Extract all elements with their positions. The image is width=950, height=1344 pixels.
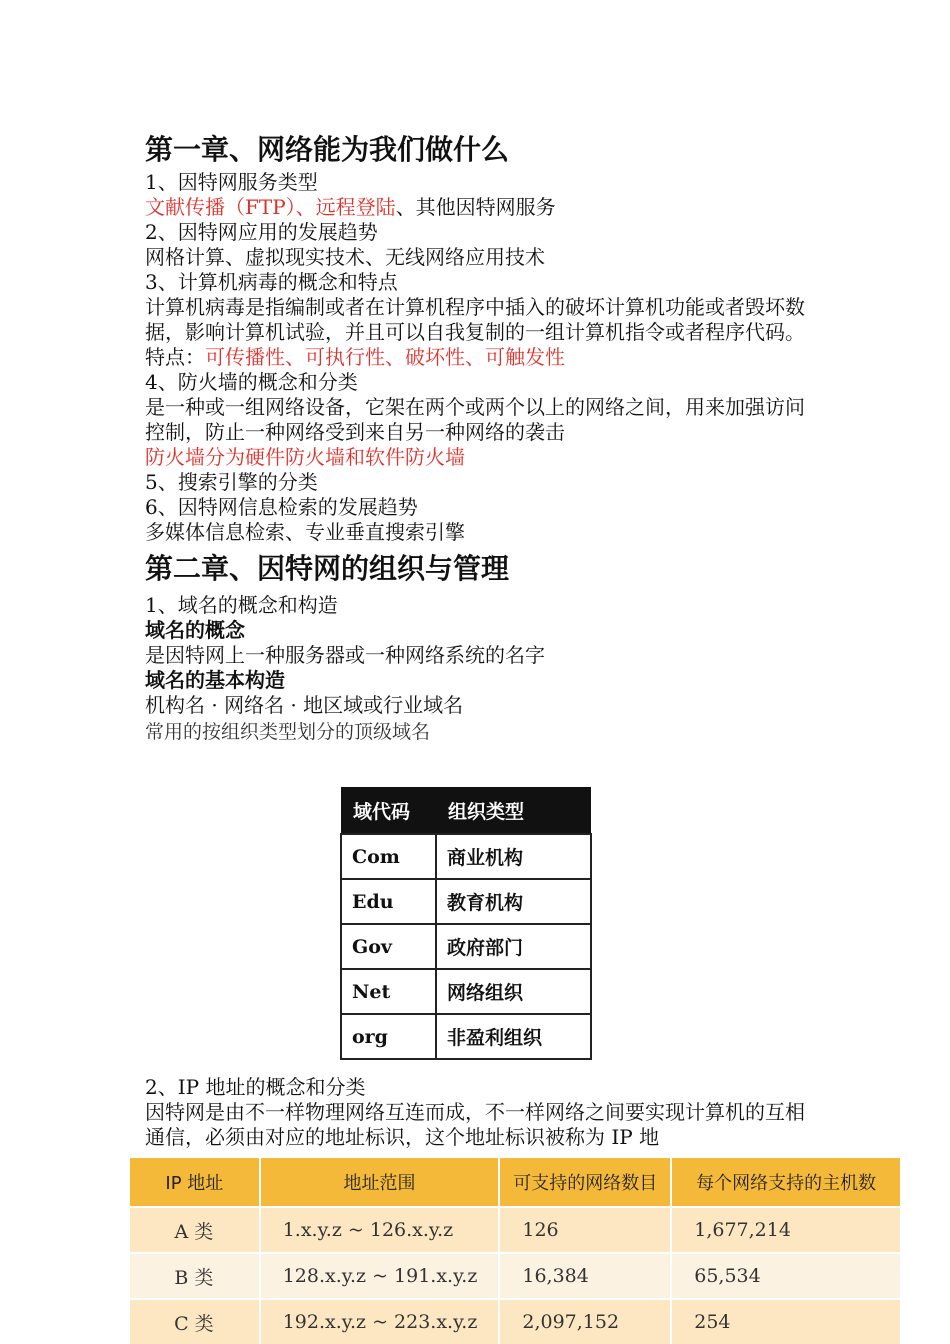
table-row [130, 1299, 901, 1344]
chapter2-title: 第二章、因特网的组织与管理 [145, 552, 510, 585]
concept-body: 是因特网上一种服务器或一种网络系统的名字 [145, 643, 545, 667]
s4-heading: 4、防火墙的概念和分类 [145, 370, 358, 394]
table-caption: 常用的按组织类型划分的顶级域名 [145, 721, 431, 743]
domain-type: 商业机构 [436, 834, 591, 879]
domain-type: 政府部门 [436, 924, 591, 969]
s3-feature-red: 可传播性、可执行性、破坏性、可触发性 [205, 345, 565, 369]
ip-range: 192.x.y.z ~ 223.x.y.z [260, 1299, 500, 1344]
domain-type: 教育机构 [436, 879, 591, 924]
chapter1-title: 第一章、网络能为我们做什么 [145, 133, 510, 166]
s3-heading: 3、计算机病毒的概念和特点 [145, 270, 398, 294]
ip-networks: 16,384 [499, 1253, 671, 1299]
table-row [341, 834, 591, 879]
domain-header-code: 域代码 [341, 787, 436, 834]
table-row [130, 1253, 901, 1299]
ip-networks: 126 [499, 1207, 671, 1253]
ip-header-hosts: 每个网络支持的主机数 [671, 1158, 901, 1207]
ip-hosts: 1,677,214 [671, 1207, 901, 1253]
table-row [130, 1207, 901, 1253]
domain-code: org [341, 1014, 436, 1059]
table-row [341, 1014, 591, 1059]
concept-label: 域名的概念 [145, 618, 245, 642]
domain-header-type: 组织类型 [436, 787, 591, 834]
ip-hosts: 65,534 [671, 1253, 901, 1299]
s4-red-text: 防火墙分为硬件防火墙和软件防火墙 [145, 445, 465, 469]
domain-table [340, 787, 592, 1060]
ip-table-wrapper [130, 1158, 902, 1344]
s3-features [145, 345, 810, 370]
domain-code: Net [341, 969, 436, 1014]
domain-table-header [341, 787, 591, 834]
domain-type: 网络组织 [436, 969, 591, 1014]
c2-s1-heading: 1、域名的概念和构造 [145, 593, 338, 617]
s4-body: 是一种或一组网络设备，它架在两个或两个以上的网络之间，用来加强访问控制，防止一种网络受到来自另一种网络的袭击 [145, 395, 805, 444]
ip-range: 1.x.y.z ~ 126.x.y.z [260, 1207, 500, 1253]
structure-label: 域名的基本构造 [145, 668, 285, 692]
ip-header-networks: 可支持的网络数目 [499, 1158, 671, 1207]
s3-feature-label: 特点： [145, 345, 205, 369]
table-row [341, 924, 591, 969]
s2-body: 网格计算、虚拟现实技术、无线网络应用技术 [145, 245, 545, 269]
ip-class: A 类 [130, 1207, 260, 1253]
domain-code: Gov [341, 924, 436, 969]
ip-hosts: 254 [671, 1299, 901, 1344]
ip-range: 128.x.y.z ~ 191.x.y.z [260, 1253, 500, 1299]
ip-table [130, 1158, 902, 1344]
ip-networks: 2,097,152 [499, 1299, 671, 1344]
s1-heading: 1、因特网服务类型 [145, 170, 318, 194]
structure-body: 机构名 · 网络名 · 地区域或行业域名 [145, 693, 464, 717]
s5-heading: 5、搜索引擎的分类 [145, 470, 318, 494]
domain-code: Edu [341, 879, 436, 924]
ip-table-header [130, 1158, 901, 1207]
table-row [341, 879, 591, 924]
domain-code: Com [341, 834, 436, 879]
s3-body: 计算机病毒是指编制或者在计算机程序中插入的破坏计算机功能或者毁坏数据，影响计算机试验，并且可以自我复制的一组计算机指令或者程序代码。 [145, 295, 805, 344]
ip-class: B 类 [130, 1253, 260, 1299]
s1-red-text: 文献传播（FTP）、远程登陆 [145, 195, 396, 219]
ip-header-class: IP 地址 [130, 1158, 260, 1207]
s1-black-text: 、其他因特网服务 [395, 195, 556, 219]
c2-s2-body: 因特网是由不一样物理网络互连而成，不一样网络之间要实现计算机的互相通信，必须由对应的地址标识，这个地址标识被称为 IP 地 [145, 1100, 805, 1149]
table-row [341, 969, 591, 1014]
s6-body: 多媒体信息检索、专业垂直搜索引擎 [145, 520, 465, 544]
s2-heading: 2、因特网应用的发展趋势 [145, 220, 378, 244]
s1-body [145, 195, 810, 220]
s6-heading: 6、因特网信息检索的发展趋势 [145, 495, 418, 519]
domain-type: 非盈利组织 [436, 1014, 591, 1059]
c2-s2-heading: 2、IP 地址的概念和分类 [145, 1075, 366, 1099]
ip-header-range: 地址范围 [260, 1158, 500, 1207]
ip-class: C 类 [130, 1299, 260, 1344]
